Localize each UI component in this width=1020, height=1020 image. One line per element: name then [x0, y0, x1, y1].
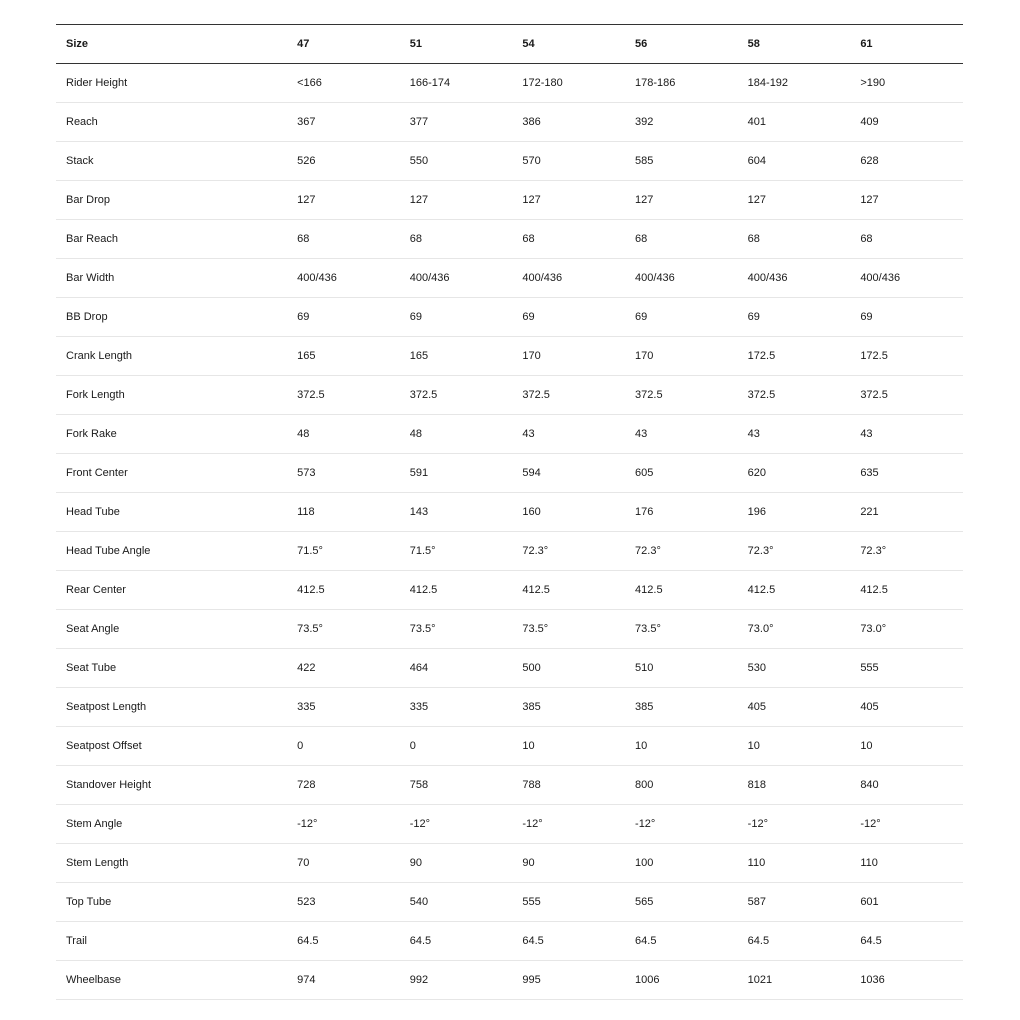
table-cell: 64.5	[287, 922, 400, 961]
table-cell: 0	[287, 727, 400, 766]
table-cell: 400/436	[287, 259, 400, 298]
column-header-size-58: 58	[738, 25, 851, 64]
table-cell: 800	[625, 766, 738, 805]
column-header-size-47: 47	[287, 25, 400, 64]
row-label: Stem Angle	[56, 805, 287, 844]
table-row	[56, 922, 963, 961]
row-label: Seatpost Length	[56, 688, 287, 727]
row-label: Wheelbase	[56, 961, 287, 1000]
table-cell: 48	[287, 415, 400, 454]
table-cell: -12°	[287, 805, 400, 844]
table-cell: 110	[850, 844, 963, 883]
table-cell: 43	[738, 415, 851, 454]
table-cell: 127	[850, 181, 963, 220]
table-cell: 178-186	[625, 64, 738, 103]
table-cell: 405	[738, 688, 851, 727]
table-cell: 69	[400, 298, 513, 337]
column-header-size-61: 61	[850, 25, 963, 64]
row-label: Seatpost Offset	[56, 727, 287, 766]
table-cell: 400/436	[738, 259, 851, 298]
table-cell: 335	[287, 688, 400, 727]
row-label: Head Tube	[56, 493, 287, 532]
table-cell: 221	[850, 493, 963, 532]
table-row	[56, 766, 963, 805]
table-cell: 555	[850, 649, 963, 688]
table-cell: 10	[625, 727, 738, 766]
table-row	[56, 649, 963, 688]
table-row	[56, 532, 963, 571]
table-cell: 386	[512, 103, 625, 142]
table-cell: 412.5	[287, 571, 400, 610]
table-cell: 73.5°	[512, 610, 625, 649]
table-cell: 48	[400, 415, 513, 454]
table-cell: 166-174	[400, 64, 513, 103]
table-cell: 72.3°	[738, 532, 851, 571]
row-label: Bar Width	[56, 259, 287, 298]
table-cell: 73.0°	[850, 610, 963, 649]
row-label: Seat Tube	[56, 649, 287, 688]
table-cell: 335	[400, 688, 513, 727]
table-cell: 405	[850, 688, 963, 727]
table-cell: 601	[850, 883, 963, 922]
table-row	[56, 376, 963, 415]
table-cell: 69	[625, 298, 738, 337]
table-cell: 170	[625, 337, 738, 376]
table-cell: 530	[738, 649, 851, 688]
table-cell: 71.5°	[287, 532, 400, 571]
geometry-table-container	[56, 24, 963, 1000]
table-cell: 127	[625, 181, 738, 220]
row-label: Fork Rake	[56, 415, 287, 454]
table-cell: 68	[738, 220, 851, 259]
table-cell: 176	[625, 493, 738, 532]
table-row	[56, 415, 963, 454]
table-cell: 73.5°	[287, 610, 400, 649]
table-cell: 172.5	[738, 337, 851, 376]
table-cell: 68	[850, 220, 963, 259]
table-cell: 620	[738, 454, 851, 493]
table-cell: -12°	[738, 805, 851, 844]
table-cell: 840	[850, 766, 963, 805]
column-header-size-51: 51	[400, 25, 513, 64]
geometry-table	[56, 24, 963, 1000]
table-cell: 573	[287, 454, 400, 493]
table-cell: 412.5	[400, 571, 513, 610]
row-label: Seat Angle	[56, 610, 287, 649]
table-row	[56, 64, 963, 103]
table-cell: 591	[400, 454, 513, 493]
table-cell: <166	[287, 64, 400, 103]
table-row	[56, 259, 963, 298]
table-cell: 372.5	[287, 376, 400, 415]
table-cell: 635	[850, 454, 963, 493]
table-row	[56, 688, 963, 727]
table-row	[56, 220, 963, 259]
table-cell: 412.5	[850, 571, 963, 610]
row-label: Bar Reach	[56, 220, 287, 259]
table-cell: 118	[287, 493, 400, 532]
table-cell: 68	[625, 220, 738, 259]
table-cell: -12°	[625, 805, 738, 844]
table-cell: 628	[850, 142, 963, 181]
table-cell: 69	[850, 298, 963, 337]
table-row	[56, 610, 963, 649]
row-label: Top Tube	[56, 883, 287, 922]
table-cell: 72.3°	[850, 532, 963, 571]
table-cell: 372.5	[738, 376, 851, 415]
table-cell: 100	[625, 844, 738, 883]
column-header-size-56: 56	[625, 25, 738, 64]
table-cell: 69	[287, 298, 400, 337]
table-cell: 127	[512, 181, 625, 220]
table-body	[56, 64, 963, 1000]
table-cell: 1036	[850, 961, 963, 1000]
table-row	[56, 454, 963, 493]
table-cell: 68	[512, 220, 625, 259]
table-cell: 585	[625, 142, 738, 181]
row-label: Fork Length	[56, 376, 287, 415]
table-cell: 412.5	[738, 571, 851, 610]
table-cell: 412.5	[512, 571, 625, 610]
table-cell: 385	[625, 688, 738, 727]
table-cell: 400/436	[850, 259, 963, 298]
table-cell: 10	[512, 727, 625, 766]
table-cell: 64.5	[625, 922, 738, 961]
table-row	[56, 883, 963, 922]
table-cell: 184-192	[738, 64, 851, 103]
table-cell: 372.5	[400, 376, 513, 415]
table-cell: 422	[287, 649, 400, 688]
table-cell: 412.5	[625, 571, 738, 610]
column-header-size-54: 54	[512, 25, 625, 64]
table-cell: 73.5°	[625, 610, 738, 649]
table-cell: >190	[850, 64, 963, 103]
table-cell: 127	[287, 181, 400, 220]
table-row	[56, 844, 963, 883]
table-cell: 400/436	[625, 259, 738, 298]
table-cell: 500	[512, 649, 625, 688]
table-cell: 165	[400, 337, 513, 376]
row-label: Trail	[56, 922, 287, 961]
table-cell: 165	[287, 337, 400, 376]
table-cell: 974	[287, 961, 400, 1000]
table-row	[56, 493, 963, 532]
table-cell: -12°	[850, 805, 963, 844]
table-cell: 90	[512, 844, 625, 883]
table-cell: 69	[738, 298, 851, 337]
table-cell: 196	[738, 493, 851, 532]
table-cell: 788	[512, 766, 625, 805]
table-cell: 73.5°	[400, 610, 513, 649]
header-row	[56, 25, 963, 64]
row-label: Front Center	[56, 454, 287, 493]
table-cell: 605	[625, 454, 738, 493]
table-row	[56, 142, 963, 181]
row-label: Head Tube Angle	[56, 532, 287, 571]
table-cell: 372.5	[512, 376, 625, 415]
table-cell: 510	[625, 649, 738, 688]
table-cell: 523	[287, 883, 400, 922]
table-cell: 70	[287, 844, 400, 883]
table-cell: -12°	[512, 805, 625, 844]
table-cell: 43	[512, 415, 625, 454]
table-cell: 604	[738, 142, 851, 181]
table-cell: 995	[512, 961, 625, 1000]
table-cell: 464	[400, 649, 513, 688]
table-cell: 400/436	[512, 259, 625, 298]
row-label: BB Drop	[56, 298, 287, 337]
table-cell: 170	[512, 337, 625, 376]
table-cell: 1006	[625, 961, 738, 1000]
table-cell: 587	[738, 883, 851, 922]
table-cell: 72.3°	[512, 532, 625, 571]
table-cell: 385	[512, 688, 625, 727]
table-cell: 367	[287, 103, 400, 142]
table-cell: 372.5	[625, 376, 738, 415]
table-cell: 127	[400, 181, 513, 220]
table-cell: 728	[287, 766, 400, 805]
table-cell: 401	[738, 103, 851, 142]
table-cell: 71.5°	[400, 532, 513, 571]
table-cell: 73.0°	[738, 610, 851, 649]
table-cell: 172-180	[512, 64, 625, 103]
table-cell: 526	[287, 142, 400, 181]
table-cell: 110	[738, 844, 851, 883]
table-row	[56, 571, 963, 610]
table-cell: 172.5	[850, 337, 963, 376]
table-cell: 372.5	[850, 376, 963, 415]
row-label: Rider Height	[56, 64, 287, 103]
row-label: Crank Length	[56, 337, 287, 376]
table-cell: 64.5	[512, 922, 625, 961]
table-cell: 10	[738, 727, 851, 766]
table-row	[56, 181, 963, 220]
row-label: Stack	[56, 142, 287, 181]
table-cell: 0	[400, 727, 513, 766]
table-cell: 409	[850, 103, 963, 142]
table-cell: 992	[400, 961, 513, 1000]
table-cell: 594	[512, 454, 625, 493]
table-cell: 64.5	[400, 922, 513, 961]
table-cell: 69	[512, 298, 625, 337]
table-cell: 555	[512, 883, 625, 922]
table-cell: 818	[738, 766, 851, 805]
table-cell: 68	[400, 220, 513, 259]
table-cell: -12°	[400, 805, 513, 844]
table-cell: 570	[512, 142, 625, 181]
table-row	[56, 298, 963, 337]
table-cell: 90	[400, 844, 513, 883]
table-cell: 160	[512, 493, 625, 532]
table-cell: 550	[400, 142, 513, 181]
table-cell: 10	[850, 727, 963, 766]
table-header	[56, 25, 963, 64]
table-cell: 43	[850, 415, 963, 454]
table-row	[56, 727, 963, 766]
table-cell: 1021	[738, 961, 851, 1000]
table-cell: 377	[400, 103, 513, 142]
table-cell: 540	[400, 883, 513, 922]
row-label: Standover Height	[56, 766, 287, 805]
table-cell: 64.5	[850, 922, 963, 961]
column-header-size: Size	[56, 25, 287, 64]
table-cell: 43	[625, 415, 738, 454]
table-cell: 392	[625, 103, 738, 142]
table-row	[56, 103, 963, 142]
table-cell: 68	[287, 220, 400, 259]
table-cell: 72.3°	[625, 532, 738, 571]
row-label: Rear Center	[56, 571, 287, 610]
table-cell: 400/436	[400, 259, 513, 298]
table-cell: 565	[625, 883, 738, 922]
row-label: Stem Length	[56, 844, 287, 883]
row-label: Bar Drop	[56, 181, 287, 220]
table-row	[56, 805, 963, 844]
table-row	[56, 337, 963, 376]
table-cell: 64.5	[738, 922, 851, 961]
table-cell: 758	[400, 766, 513, 805]
table-row	[56, 961, 963, 1000]
table-cell: 127	[738, 181, 851, 220]
row-label: Reach	[56, 103, 287, 142]
table-cell: 143	[400, 493, 513, 532]
